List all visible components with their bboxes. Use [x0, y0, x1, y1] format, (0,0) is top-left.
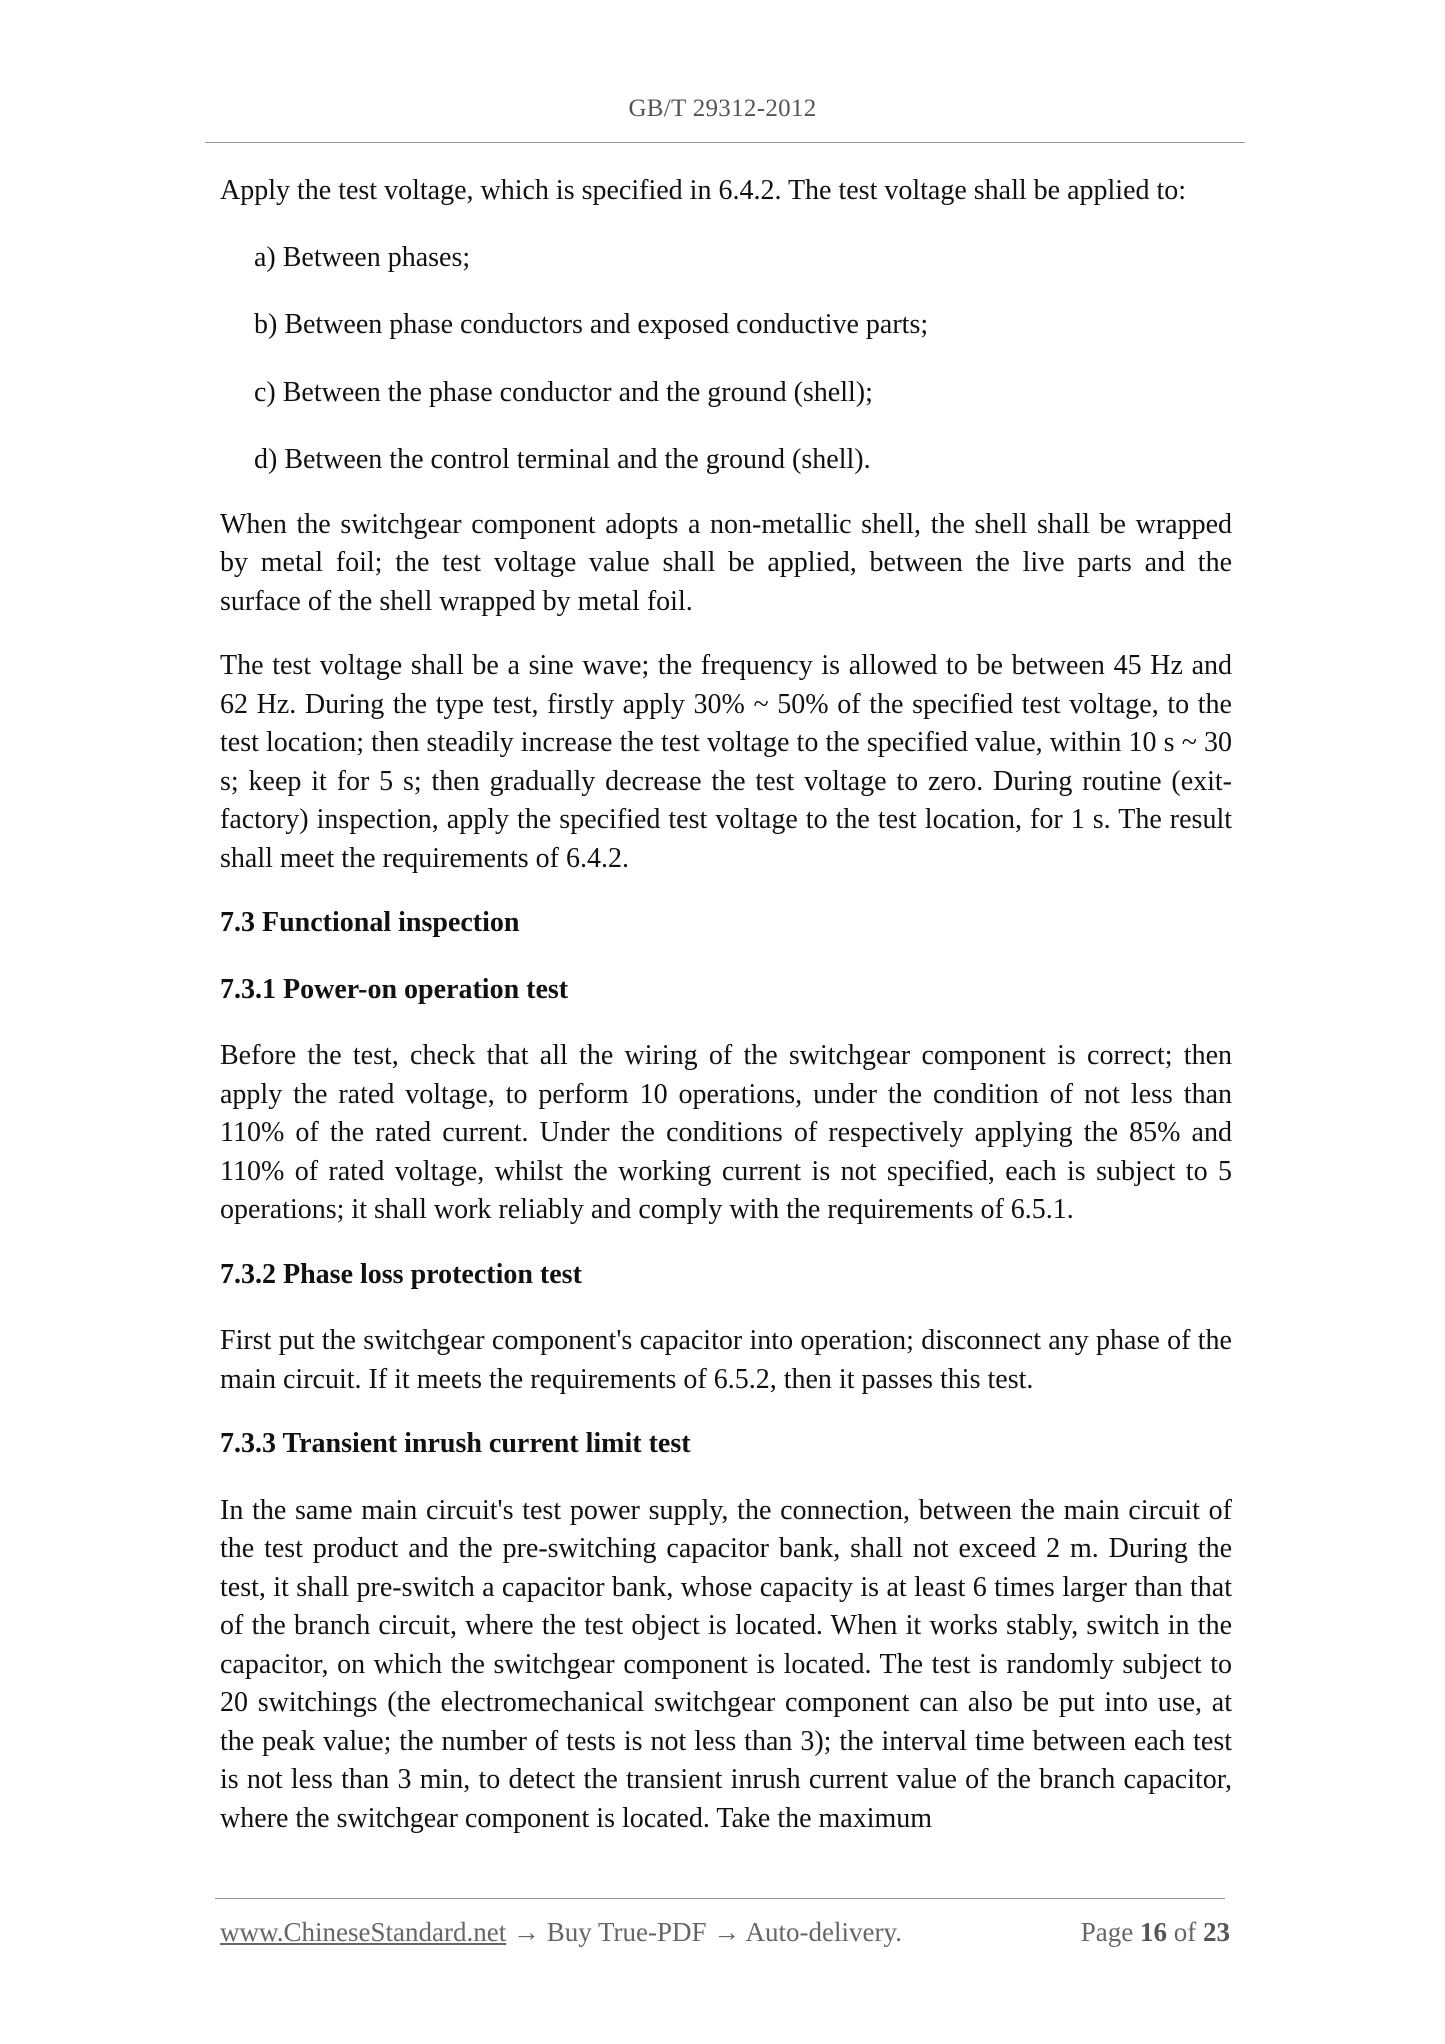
heading-7-3-2: 7.3.2 Phase loss protection test [220, 1258, 582, 1290]
heading-7-3: 7.3 Functional inspection [220, 907, 520, 938]
page-number [1081, 1917, 1230, 1948]
list-item-d: d) Between the control terminal and the ground (shell). [254, 444, 871, 475]
list-item-a: a) Between phases; [254, 241, 471, 273]
paragraph-test-voltage: The test voltage shall be a sine wave; the frequency is allowed to be between 45 Hz and 62 Hz. During the type test, firstly apply 30% ~ 50% of the specified test voltage, to the test location; then steadily increase the test voltage to the specified value, within 10 s ~ 30 s; keep it for 5 s; then gradually decrease the test voltage to zero. During routine (exit-factory) inspection, apply the specified test voltage to the test location, for 1 s. The result shall meet the requirements of 6.4.2. [220, 650, 1232, 874]
intro-paragraph: Apply the test voltage, which is specified in 6.4.2. The test voltage shall be applied to: [220, 175, 1187, 206]
paragraph-inrush-current-test: In the same main circuit's test power supply, the connection, between the main circuit of the test product and the pre-switching capacitor bank, shall not exceed 2 m. During the test, it shall pre-switch a capacitor bank, whose capacity is at least 6 times larger than that of the branch circuit, where the test object is located. When it works stably, switch in the capacitor, on which the switchgear component is located. The test is randomly subject to 20 switchings (the electromechanical switchgear component can also be put into use, at the peak value; the number of tests is not less than 3); the interval time between each test is not less than 3 min, to detect the transient inrush current value of the branch capacitor, where the switchgear component is located. Take the maximum [220, 1494, 1232, 1834]
paragraph-phase-loss-test: First put the switchgear component's capacitor into operation; disconnect any phase of the main circuit. If it meets the requirements of 6.5.2, then it passes this test. [220, 1325, 1232, 1395]
arrow-right-icon: → [713, 1917, 741, 1947]
arrow-right-icon: → [512, 1917, 540, 1947]
heading-7-3-3: 7.3.3 Transient inrush current limit test [220, 1428, 691, 1459]
footer-divider [215, 1898, 1225, 1899]
heading-7-3-1: 7.3.1 Power-on operation test [220, 973, 569, 1005]
of-label: of [1173, 1917, 1197, 1947]
buy-true-pdf-text: Buy True-PDF [546, 1917, 707, 1947]
paragraph-power-on-test: Before the test, check that all the wiring of the switchgear component is correct; then apply the rated voltage, to perform 10 operations, under the condition of not less than 110% of the rated current. Under the conditions of respectively applying the 85% and 110% of rated voltage, whilst the working current is not specified, each is subject to 5 operations; it shall work reliably and comply with the requirements of 6.5.1. [220, 1040, 1232, 1225]
website-link[interactable]: www.ChineseStandard.net [220, 1917, 507, 1947]
list-item-c: c) Between the phase conductor and the ground (shell); [254, 376, 873, 408]
page-total: 23 [1203, 1917, 1230, 1947]
document-body [220, 172, 1232, 1838]
footer-promo [220, 1917, 902, 1948]
page-label: Page [1080, 1917, 1134, 1947]
header-divider [205, 142, 1245, 143]
auto-delivery-text: Auto-delivery. [745, 1917, 902, 1947]
paragraph-non-metallic-shell: When the switchgear component adopts a non-metallic shell, the shell shall be wrapped by metal foil; the test voltage value shall be applied, between the live parts and the surface of the shell wrapped by metal foil. [220, 508, 1232, 617]
list-item-b: b) Between phase conductors and exposed conductive parts; [254, 309, 929, 340]
page-current: 16 [1140, 1917, 1167, 1947]
page-header-title: GB/T 29312-2012 [628, 95, 817, 122]
